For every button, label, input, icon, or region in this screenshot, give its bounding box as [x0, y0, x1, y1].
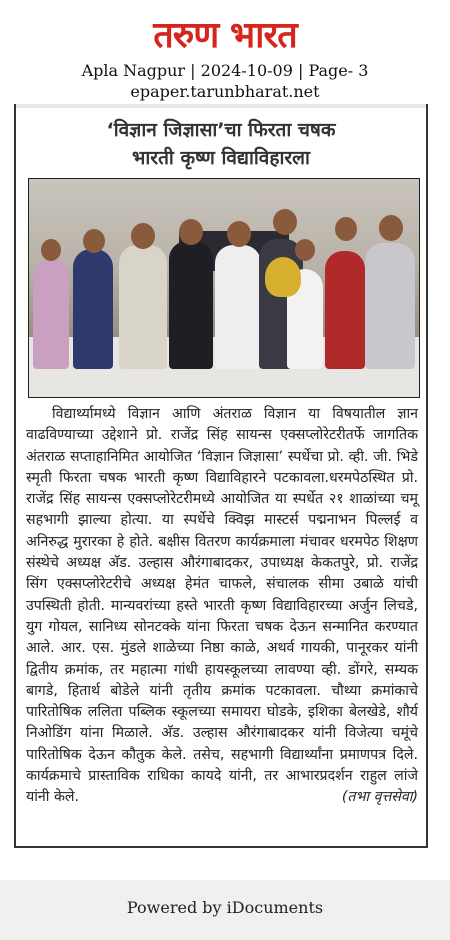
- powered-by-link[interactable]: Powered by iDocuments: [126, 898, 324, 917]
- article-clipping: [14, 104, 428, 848]
- photo-person: [169, 241, 213, 369]
- edition-meta: Apla Nagpur | 2024-10-09 | Page- 3: [81, 61, 369, 80]
- article-headline: [16, 116, 426, 172]
- photo-head: [83, 229, 105, 253]
- trophy: [265, 257, 301, 297]
- article-photo: [28, 178, 420, 398]
- photo-head: [179, 219, 203, 245]
- masthead: [0, 0, 450, 104]
- photo-person: [215, 245, 261, 369]
- tarun-bharat-logo: [98, 14, 352, 60]
- photo-head: [379, 215, 403, 241]
- photo-head: [131, 223, 155, 249]
- photo-head: [227, 221, 251, 247]
- photo-head: [335, 217, 357, 241]
- photo-head: [273, 209, 297, 235]
- photo-head: [41, 239, 61, 261]
- photo-person: [365, 243, 415, 369]
- photo-person: [325, 251, 365, 369]
- news-credit: (तभा वृत्तसेवा): [341, 789, 418, 806]
- headline-line-2: भारती कृष्ण विद्याविहारला: [132, 147, 310, 169]
- photo-head: [295, 239, 315, 261]
- photo-person: [73, 249, 113, 369]
- site-url[interactable]: epaper.tarunbharat.net: [130, 82, 320, 101]
- article-body-text: विद्यार्थ्यामध्ये विज्ञान आणि अंतराळ विज्ञान या विषयातील ज्ञान वाढविण्याच्या उद्देशाने प्रो. राजेंद्र सिंह सायन्स एक्सप्लोरेटरीतर्फे जागतिक अंतराळ सप्ताहानिमित आयोजित ‘विज्ञान जिज्ञासा’ स्पर्धेचा प्रो. व्ही. जी. भिडे स्मृती फिरता चषक भारती कृष्ण विद्याविहारने पटकावला.धरमपेठस्थित प्रो. राजेंद्र सिंह सायन्स एक्सप्लोरेटरीमध्ये आयोजित या स्पर्धेत २१ शाळांच्या चमू सहभागी झाल्या होत्या. या स्पर्धेचे क्विझ मास्टर्स पद्मनाभन पिल्लई व अनिरुद्ध मुरारका हे होते. बक्षीस वितरण कार्यक्रमाला मंचावर धरमपेठ शिक्षण संस्थेचे अध्यक्ष अ‍ॅड. उल्हास औरंगाबादकर, उपाध्यक्ष केकतपुरे, प्रो. राजेंद्र सिंग एक्सप्लोरेटरीचे अध्यक्ष हेमंत चाफले, संचालक सीमा उबाळे यांची उपस्थिती होती. मान्यवरांच्या हस्ते भारती कृष्ण विद्याविहारच्या अर्जुन लिचडे, युग गोयल, सानिध्य सोनटक्के यांना फिरता चषक देऊन सन्मानित करण्यात आले. आर. एस. मुंडले शाळेच्या निष्ठा काळे, अथर्व गायकी, पानूरकर यांनी द्वितीय क्रमांक, तर महात्मा गांधी हायस्कूलच्या लावण्या व्ही. डोंगरे, सम्यक बागडे, हितार्थ बोडेले यांनी तृतीय क्रमांक पटकावला. चौथ्या क्रमांकाचे पारितोषिक ललिता पब्लिक स्कूलच्या समायरा घोडके, इशिका बेलखेडे, शौर्य निओडिंग यांना मिळाले. अ‍ॅड. उल्हास औरंगाबादकर यांनी विजेत्या चमूंचे पारितोषिक देऊन कौतुक केले. तसेच, सहभागी विद्यार्थ्यांना प्रमाणपत्र दिले. कार्यक्रमाचे प्रास्ताविक राधिका कायदे यांनी, तर आभारप्रदर्शन राहुल लांजे यांनी केले.: [26, 406, 418, 806]
- headline-line-1: ‘विज्ञान जिज्ञासा’चा फिरता चषक: [106, 119, 336, 141]
- clipping-top-strip: [16, 104, 426, 108]
- photo-person: [119, 245, 167, 369]
- footer: [0, 880, 450, 940]
- logo-text: तरुण भारत: [153, 15, 297, 56]
- article-body: [26, 404, 418, 809]
- photo-person: [33, 259, 69, 369]
